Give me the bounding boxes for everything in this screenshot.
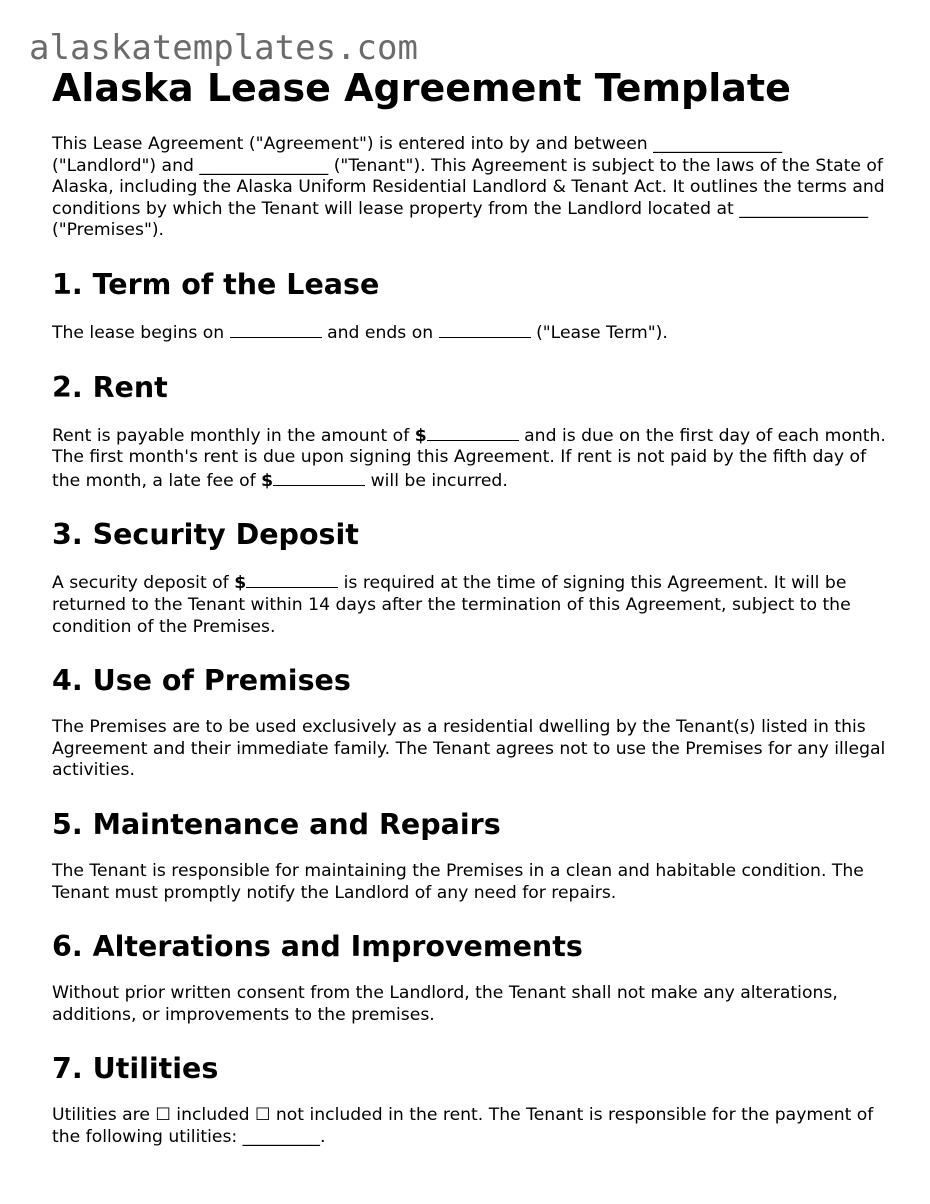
page-title: Alaska Lease Agreement Template xyxy=(52,66,791,110)
use-paragraph: The Premises are to be used exclusively as a residential dwelling by the Tenant(s) listed in this Agreement and their immediate family. The Tenant agrees not to use the Premises for any illegal activities. xyxy=(52,717,886,781)
deposit-text-start: A security deposit of xyxy=(52,573,235,594)
section-heading-utilities: 7. Utilities xyxy=(52,1052,219,1086)
term-paragraph xyxy=(52,321,887,345)
section-heading-deposit: 3. Security Deposit xyxy=(52,518,359,552)
rent-text-end: will be incurred. xyxy=(365,470,508,491)
maintenance-paragraph: The Tenant is responsible for maintaining the Premises in a clean and habitable condition. The Tenant must promptly notify the Landlord of any need for repairs. xyxy=(52,860,864,903)
utilities-not-included-checkbox[interactable]: ☐ xyxy=(254,1105,271,1126)
deposit-amount-blank[interactable] xyxy=(246,571,338,588)
rent-text-middle: and is due on the first day of each month. The first month's rent is due upon signing this Agreement. If rent is not paid by the fifth day of the month, a late fee of xyxy=(52,425,886,491)
lease-document xyxy=(52,64,887,1148)
lease-end-date-blank[interactable] xyxy=(439,321,531,338)
alterations-paragraph: Without prior written consent from the Landlord, the Tenant shall not make any alterations, additions, or improvements to the premises. xyxy=(52,983,838,1025)
utilities-text-end: not included in the rent. The Tenant is responsible for the payment of the following utilities: _________. xyxy=(52,1105,874,1147)
rent-text-start: Rent is payable monthly in the amount of xyxy=(52,425,415,446)
deposit-paragraph xyxy=(52,571,887,638)
utilities-paragraph xyxy=(52,1105,887,1148)
rent-dollar-sign: $ xyxy=(414,425,427,446)
term-text-middle: and ends on xyxy=(321,322,439,343)
section-heading-use: 4. Use of Premises xyxy=(52,664,351,698)
term-text-end: ("Lease Term"). xyxy=(530,322,668,343)
rent-paragraph xyxy=(52,424,887,493)
intro-paragraph: This Lease Agreement ("Agreement") is entered into by and between _______________ ("Landlord") and _______________ ("Tenant"). This Agreement is subject to the laws of the State of Alaska, including the Alaska Uniform Residential Landlord & Tenant Act. It outlines the terms and conditions by which the Tenant will lease property from the Landlord located at _______________ ("Premises"). xyxy=(52,134,885,241)
deposit-text-end: is required at the time of signing this Agreement. It will be returned to the Tenant within 14 days after the termination of this Agreement, subject to the condition of the Premises. xyxy=(52,573,851,637)
section-heading-alterations: 6. Alterations and Improvements xyxy=(52,930,583,964)
section-heading-maintenance: 5. Maintenance and Repairs xyxy=(52,807,501,841)
utilities-text-start: Utilities are xyxy=(52,1105,156,1126)
term-text-start: The lease begins on xyxy=(52,322,230,343)
deposit-dollar-sign: $ xyxy=(234,573,247,594)
late-fee-dollar-sign: $ xyxy=(261,470,274,491)
utilities-included-label: included xyxy=(170,1105,255,1126)
utilities-included-checkbox[interactable]: ☐ xyxy=(155,1105,171,1126)
section-heading-term: 1. Term of the Lease xyxy=(52,267,380,301)
lease-start-date-blank[interactable] xyxy=(230,321,322,338)
rent-amount-blank[interactable] xyxy=(427,424,519,441)
late-fee-amount-blank[interactable] xyxy=(273,469,365,486)
section-heading-rent: 2. Rent xyxy=(52,370,168,404)
watermark-text: alaskatemplates.com xyxy=(29,28,418,68)
